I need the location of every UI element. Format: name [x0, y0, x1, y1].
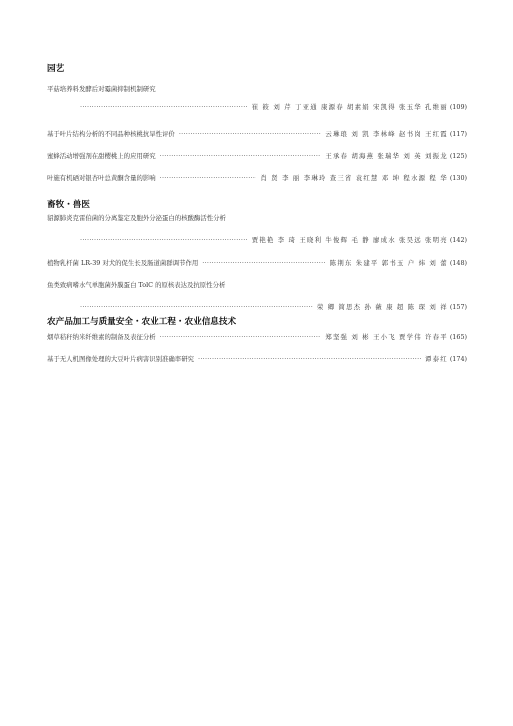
entry-authors: 王承春 胡海燕 张瑞华 刘 英 刘振龙 [325, 152, 448, 160]
list-item[interactable] [47, 174, 467, 183]
entry-authors: 荣 卿 简思杰 孙 薇 康 超 陈 琛 刘 祥 [316, 303, 448, 311]
section-animal-husbandry [47, 198, 467, 311]
dot-leader [160, 174, 257, 183]
entry-title: 蜜蜂活动增强剂在甜樱桃上的应用研究 [47, 152, 156, 160]
dot-leader [160, 152, 322, 161]
entry-page: (117) [449, 130, 467, 138]
entry-page: (109) [449, 103, 467, 111]
entry-title: 鱼类致病嗜水气单胞菌外膜蛋白 TolC 的原核表达及抗原性分析 [47, 281, 226, 289]
entry-page: (148) [449, 259, 467, 267]
entry-page: (157) [449, 303, 467, 311]
entry-title: 基于无人机图像处理的大豆叶片病害识别准确率研究 [47, 355, 194, 363]
dot-leader [80, 236, 248, 245]
list-item[interactable] [47, 333, 467, 342]
entry-page: (165) [449, 333, 467, 341]
section-horticulture [47, 62, 467, 182]
list-item[interactable] [47, 152, 467, 161]
entry-page: (130) [449, 174, 467, 182]
list-item[interactable] [47, 130, 467, 139]
list-item[interactable] [47, 259, 467, 268]
list-item[interactable] [47, 85, 467, 112]
entry-authors: 肖 贤 李 丽 李琳玲 查三省 袁红慧 邓 坤 程水源 程 华 [260, 174, 448, 182]
list-item[interactable] [47, 355, 467, 364]
entry-page: (174) [449, 355, 467, 363]
dot-leader [198, 355, 421, 364]
entry-authors: 谭泰红 [425, 355, 448, 363]
entry-page: (142) [449, 236, 467, 244]
entry-authors: 郑坚强 刘 彬 王小飞 贾学伟 许春平 [325, 333, 448, 341]
entry-page: (125) [449, 152, 467, 160]
section-title: 农产品加工与质量安全・农业工程・农业信息技术 [47, 317, 237, 327]
dot-leader [80, 303, 313, 312]
section-agri-processing [47, 315, 467, 363]
entry-authors: 崔 筱 刘 芹 丁亚通 康源春 胡素娟 宋凯得 张玉华 孔维丽 [251, 103, 448, 111]
list-item[interactable] [47, 214, 467, 245]
entry-title: 叶施有机硒对银杏叶总黄酮含量的影响 [47, 174, 156, 182]
section-title: 畜牧・兽医 [47, 200, 90, 210]
entry-title: 植物乳杆菌 LR-39 对犬的促生长及肠道菌群调节作用 [47, 259, 199, 267]
section-title: 园艺 [47, 64, 65, 74]
dot-leader [160, 333, 322, 342]
entry-authors: 陈荆东 朱建平 郭书玉 户 炜 刘 蕾 [329, 259, 448, 267]
entry-authors: 云琳琅 刘 凯 李林峰 赵书岗 王红霞 [325, 130, 448, 138]
entry-title: 貂源肺炎克雷伯菌的分离鉴定及胞外分泌蛋白的核酸酶活性分析 [47, 214, 226, 222]
entry-title: 烟草秸秆纳米纤维素的制备及表征分析 [47, 333, 156, 341]
entry-title: 基于叶片结构分析的不同品种核桃抗旱性评价 [47, 130, 175, 138]
list-item[interactable] [47, 281, 467, 312]
dot-leader [202, 259, 326, 268]
dot-leader [80, 103, 248, 112]
entry-title: 平菇培养料发酵后对霉菌抑制机制研究 [47, 85, 156, 93]
entry-authors: 贾艳艳 李 琦 王晓利 牛俊辉 毛 静 廖成水 张昊远 张明亮 [251, 236, 448, 244]
dot-leader [179, 130, 322, 139]
